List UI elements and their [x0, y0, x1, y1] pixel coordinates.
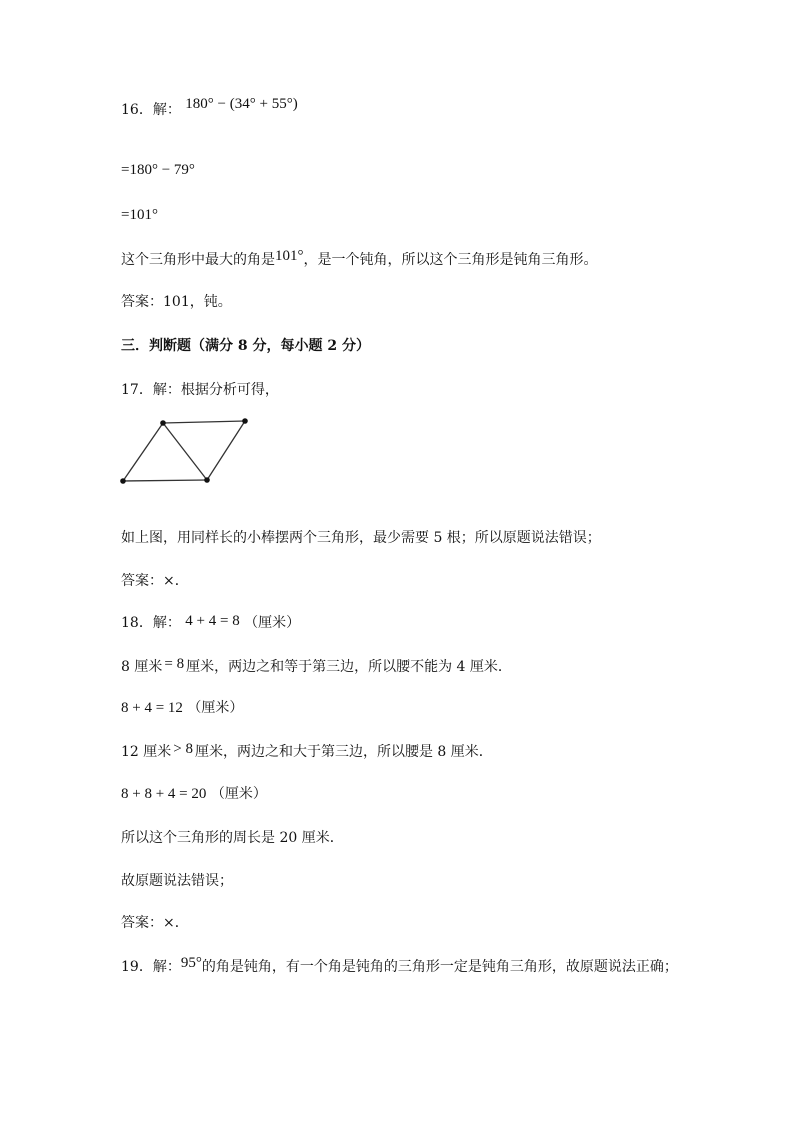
problem-16-conclusion — [121, 250, 598, 270]
section-3-heading: 三．判断题（满分 8 分，每小题 2 分） — [121, 338, 370, 354]
stick-top — [163, 421, 245, 423]
problem-19-text: 的角是钝角，有一个角是钝角的三角形一定是钝角三角形，故原题说法正确； — [201, 959, 678, 975]
problem-18-step-3 — [121, 784, 267, 804]
problem-18-unit-3: （厘米） — [210, 786, 267, 802]
problem-19-math: 95° — [180, 955, 202, 971]
vertex-top-right — [242, 418, 248, 424]
problem-18-text-3: 所以这个三角形的周长是 20 厘米． — [121, 830, 344, 846]
problem-16-label: 16．解： — [121, 102, 181, 118]
problem-16-step-2: =101° — [121, 207, 158, 223]
problem-18-text-1 — [121, 657, 512, 677]
rhombus-sticks — [123, 421, 245, 481]
problem-18-label: 18．解： — [121, 615, 181, 631]
vertex-top-left — [160, 420, 166, 426]
problem-18-header — [121, 613, 300, 633]
problem-17-header: 17．解：根据分析可得， — [121, 382, 279, 398]
problem-16-conclusion-text-a: 这个三角形中最大的角是 — [121, 252, 275, 268]
problem-16-header — [121, 96, 298, 120]
vertex-bottom-right — [204, 477, 210, 483]
problem-18-text-2-math: > 8 — [173, 741, 193, 757]
problem-18-expression-1: 4 + 4 = 8 — [185, 613, 240, 629]
problem-18-text-2-a: 12 厘米 — [121, 744, 172, 760]
problem-18-text-2-b: 厘米，两边之和大于第三边，所以腰是 8 厘米． — [194, 744, 493, 760]
problem-19-label: 19．解： — [121, 959, 181, 975]
stick-bottom — [123, 480, 207, 481]
problem-18-expression-3: 8 + 8 + 4 = 20 — [121, 786, 207, 802]
problem-18-unit-1: （厘米） — [244, 615, 301, 631]
problem-16-conclusion-text-b: ，是一个钝角，所以这个三角形是钝角三角形。 — [303, 252, 598, 268]
problem-16-answer: 答案：101，钝。 — [121, 294, 232, 310]
problem-18-unit-2: （厘米） — [187, 700, 244, 716]
problem-17-answer: 答案：×． — [121, 573, 189, 589]
problem-18-step-2 — [121, 698, 243, 718]
problem-18-text-1-a: 8 厘米 — [121, 659, 163, 675]
problem-18-text-1-b: 厘米，两边之和等于第三边，所以腰不能为 4 厘米． — [186, 659, 512, 675]
problem-18-expression-2: 8 + 4 = 12 — [121, 700, 183, 716]
problem-18-text-1-math: = 8 — [164, 656, 185, 672]
problem-18-answer: 答案：×． — [121, 915, 189, 931]
stick-diagonal — [163, 423, 207, 480]
problem-16-expression: 180° − (34° + 55°) — [185, 96, 298, 112]
problem-18-text-4: 故原题说法错误； — [121, 873, 233, 889]
problem-16-conclusion-math: 101° — [275, 248, 304, 264]
problem-19-header — [121, 957, 678, 977]
stick-left — [123, 423, 163, 481]
stick-right — [207, 421, 245, 480]
problem-16-step-1: =180° − 79° — [121, 162, 195, 178]
problem-17-text: 如上图，用同样长的小棒摆两个三角形，最少需要 5 根；所以原题说法错误； — [121, 530, 601, 546]
problem-18-text-2 — [121, 742, 493, 762]
vertex-bottom-left — [120, 478, 126, 484]
rhombus-figure — [115, 410, 255, 490]
